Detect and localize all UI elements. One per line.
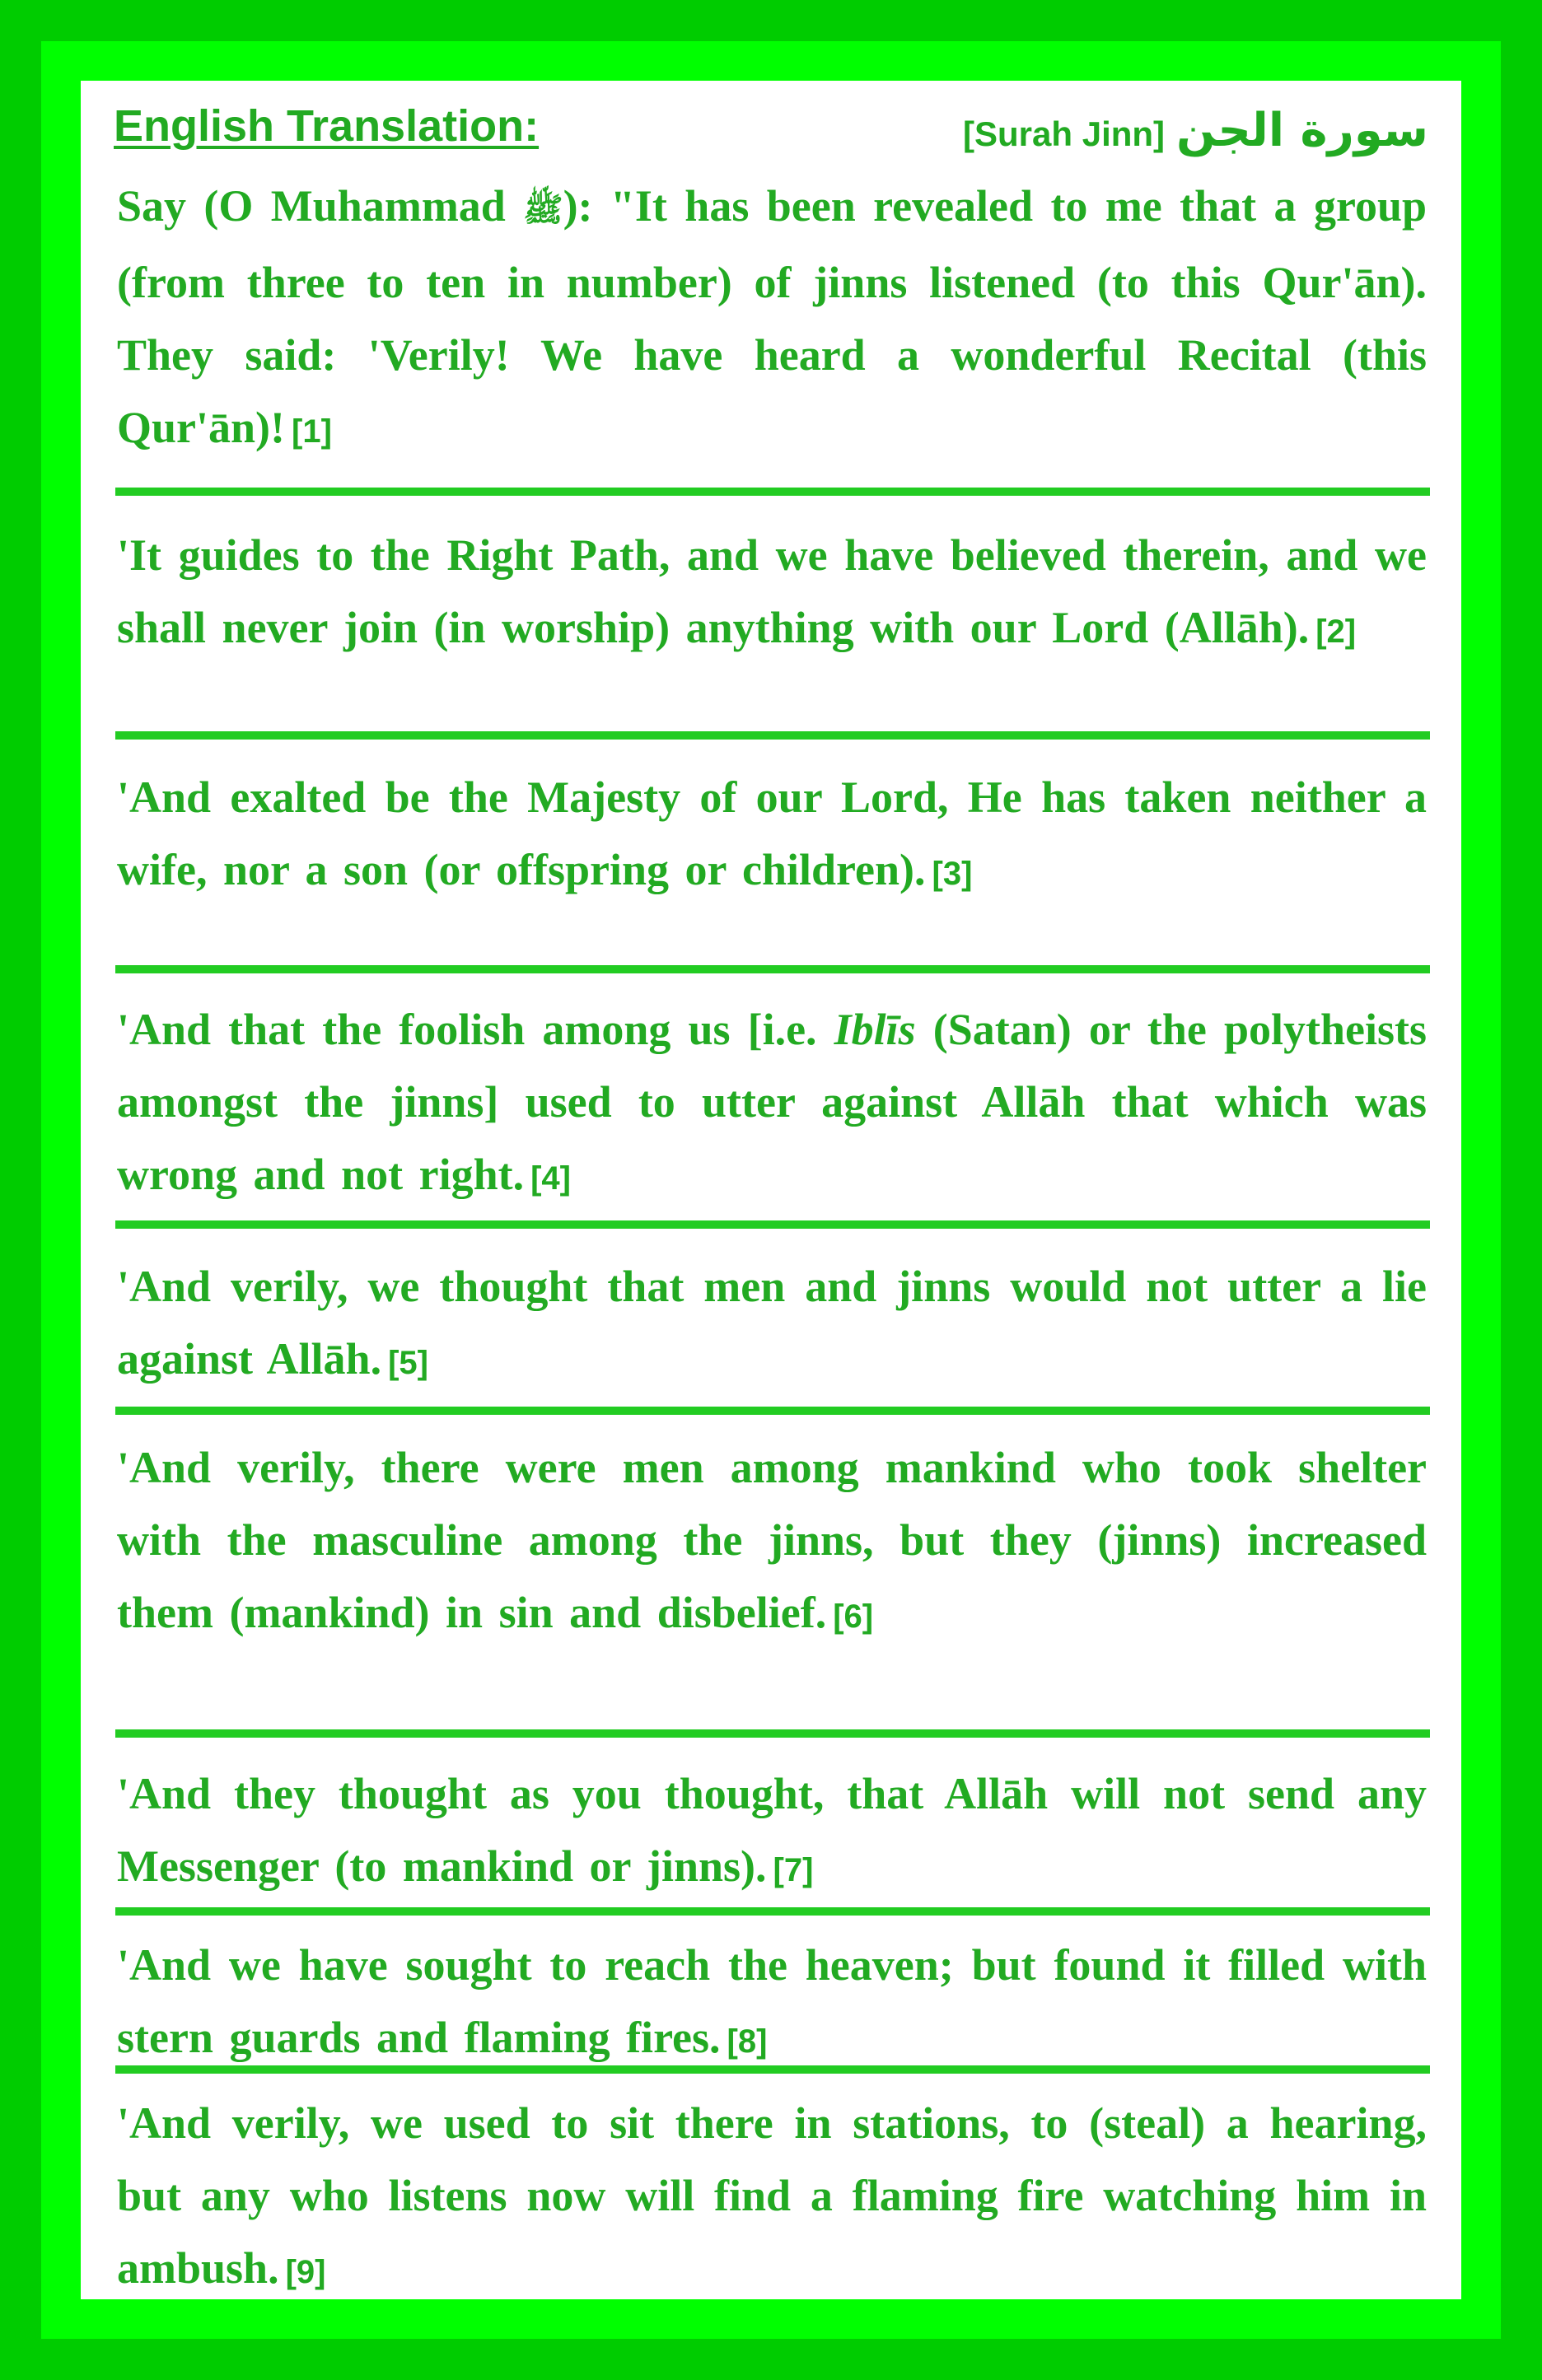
verse-8 [117, 1929, 1427, 2078]
verse-text: 'And exalted be the Majesty of our Lord, He has taken neither a wife, nor a son (or offspring or children). [117, 772, 1427, 894]
verse-divider [115, 1220, 1430, 1229]
pbuh-glyph: ﷺ [523, 191, 563, 229]
verse-6 [117, 1431, 1427, 1653]
verse-4-text-b: (Satan) or the polytheists amongst the jinns] used to utter against Allāh that which was wrong and not right. [117, 1005, 1427, 1199]
verse-4-italic: Iblīs [834, 1005, 916, 1054]
verse-number: [7] [773, 1852, 814, 1888]
page-header [114, 100, 1428, 166]
verse-number: [1] [292, 413, 332, 450]
verse-divider [115, 965, 1430, 973]
verse-text: 'It guides to the Right Path, and we have believed therein, and we shall never join (in worship) anything with our Lord (Allāh). [117, 530, 1427, 652]
verse-number: [6] [833, 1598, 874, 1635]
verse-divider [115, 731, 1430, 740]
verse-text: 'And verily, there were men among mankind who took shelter with the masculine among the jinns, but they (jinns) increased them (mankind) in sin and disbelief. [117, 1443, 1427, 1637]
verse-number: [3] [932, 856, 973, 892]
verse-text: 'And verily, we used to sit there in stations, to (steal) a hearing, but any who listens now will find a flaming fire watching him in ambush. [117, 2098, 1427, 2293]
verse-number: [8] [727, 2023, 768, 2060]
verse-4-text-a: 'And that the foolish among us [i.e. [117, 1005, 834, 1054]
verse-2 [117, 519, 1427, 668]
verse-number: [5] [388, 1345, 428, 1381]
verse-divider [115, 1729, 1430, 1738]
surah-name-arabic: سورة الجن [1176, 104, 1428, 157]
translation-page [81, 81, 1461, 2299]
verse-5 [117, 1250, 1427, 1399]
verse-divider [115, 2065, 1430, 2074]
surah-label [963, 104, 1428, 157]
verse-1-text-a: Say (O Muhammad [117, 181, 524, 231]
verse-7 [117, 1757, 1427, 1906]
surah-name-english: [Surah Jinn] [963, 114, 1166, 153]
verse-divider [115, 488, 1430, 496]
verse-1-text-b: ): "It has been revealed to me that a group (from three to ten in number) of jinns listened (to this Qur'ān). They said: 'Verily! We have heard a wonderful Recital (this Qur'ān)! [117, 181, 1428, 452]
verse-text: 'And they thought as you thought, that Allāh will not send any Messenger (to mankind or jinns). [117, 1769, 1427, 1891]
verse-4 [117, 993, 1427, 1215]
verse-number: [9] [285, 2254, 326, 2290]
verse-divider [115, 1407, 1430, 1415]
page-title: English Translation: [114, 101, 540, 151]
verse-text: 'And we have sought to reach the heaven; but found it filled with stern guards and flaming fires. [117, 1940, 1427, 2062]
verse-text: 'And verily, we thought that men and jinns would not utter a lie against Allāh. [117, 1262, 1427, 1384]
verse-divider [115, 1907, 1430, 1916]
verse-3 [117, 761, 1427, 910]
verse-number: [4] [530, 1160, 571, 1197]
verse-9 [117, 2087, 1427, 2308]
verse-number: [2] [1315, 614, 1357, 650]
verse-1 [117, 170, 1427, 468]
